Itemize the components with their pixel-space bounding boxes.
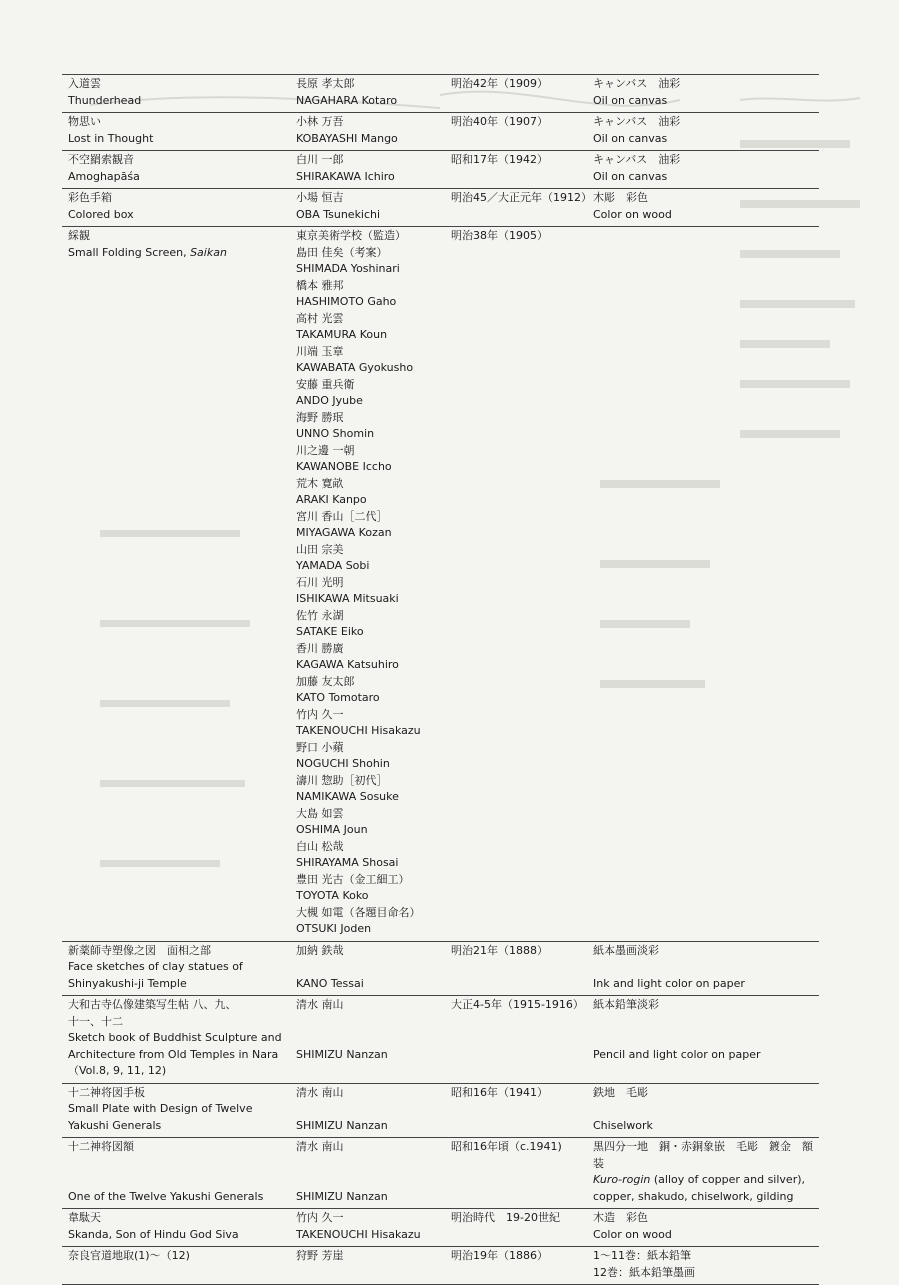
- date-cell-line: 明治42年（1909）: [451, 77, 548, 90]
- title-cell: [62, 228, 290, 938]
- artist-cell-line: SHIMIZU Nanzan: [296, 1047, 388, 1061]
- medium-cell-line: Pencil and light color on paper: [593, 1047, 761, 1061]
- artist-cell-line: KAGAWA Katsuhiro: [296, 658, 399, 671]
- title-cell-line: Colored box: [68, 207, 134, 221]
- title-cell: [62, 1085, 290, 1135]
- title-cell-line: 十一、十二: [68, 1014, 123, 1028]
- date-cell: [445, 1139, 587, 1205]
- table-row: [62, 113, 819, 151]
- title-cell-line: Shinyakushi-ji Temple: [68, 976, 187, 990]
- title-cell-line: Small Plate with Design of Twelve: [68, 1102, 253, 1115]
- date-cell: [445, 997, 587, 1080]
- artist-cell-line: YAMADA Sobi: [296, 559, 370, 572]
- title-cell: [62, 1210, 290, 1243]
- medium-italic-rest: (alloy of copper and silver),: [650, 1173, 806, 1186]
- table-row: [62, 942, 819, 997]
- title-cell-line: [68, 1156, 290, 1173]
- artist-cell-line: 白山 松哉: [296, 839, 344, 853]
- artist-cell-line: TAKAMURA Koun: [296, 328, 388, 341]
- medium-italic: Kuro-rogin: [593, 1173, 651, 1186]
- medium-cell-line: [593, 1101, 819, 1118]
- title-cell-line: 十二神将図手板: [68, 1085, 145, 1099]
- date-cell-line: 明治38年（1905）: [451, 229, 548, 242]
- date-cell: [445, 1248, 587, 1281]
- medium-cell: [587, 228, 819, 938]
- date-cell: [445, 228, 587, 938]
- title-cell-line: 大和古寺仏像建築写生帖 八、九、: [68, 998, 237, 1011]
- artist-cell-line: NAMIKAWA Sosuke: [296, 790, 399, 803]
- title-cell: [62, 1139, 290, 1205]
- artist-cell-line: 香川 勝廣: [296, 641, 344, 655]
- medium-cell-line: 木彫 彩色: [593, 191, 648, 204]
- medium-cell-line: Color on wood: [593, 1227, 672, 1241]
- title-cell: [62, 997, 290, 1080]
- medium-cell-line: Ink and light color on paper: [593, 976, 745, 990]
- date-cell-line: 明治19年（1886）: [451, 1249, 548, 1262]
- medium-cell: [587, 152, 819, 185]
- artist-cell-line: 白川 一郎: [296, 153, 344, 166]
- artist-cell-line: [296, 959, 445, 976]
- artist-cell: [290, 76, 445, 109]
- medium-cell: [587, 1085, 819, 1135]
- artist-cell-line: 長原 孝太郎: [296, 77, 355, 90]
- medium-cell-line: Color on wood: [593, 207, 672, 221]
- medium-cell-line: キャンバス 油彩: [593, 115, 681, 128]
- date-cell: [445, 1085, 587, 1135]
- title-cell-line: Skanda, Son of Hindu God Siva: [68, 1227, 239, 1241]
- title-cell: [62, 152, 290, 185]
- date-cell-line: 明治40年（1907）: [451, 115, 548, 128]
- artist-cell: [290, 114, 445, 147]
- medium-cell: [587, 997, 819, 1080]
- artist-cell-line: [296, 1030, 445, 1047]
- title-cell: [62, 943, 290, 993]
- artist-cell-line: ARAKI Kanpo: [296, 493, 367, 506]
- medium-cell-line: 12巻：紙本鉛筆墨画: [593, 1265, 695, 1279]
- title-cell-line: 物思い: [68, 115, 101, 128]
- artist-cell-line: 大島 如雲: [296, 806, 344, 820]
- artist-cell-line: NOGUCHI Shohin: [296, 757, 390, 770]
- medium-cell-line: Oil on canvas: [593, 169, 668, 183]
- title-cell: [62, 1248, 290, 1281]
- table-row: [62, 1138, 819, 1209]
- title-cell-line: Sketch book of Buddhist Sculpture and: [68, 1031, 282, 1044]
- title-cell-line: 韋駄天: [68, 1211, 101, 1224]
- title-cell-line: Amoghapāśa: [68, 169, 140, 183]
- artist-cell-line: 竹内 久一: [296, 707, 344, 721]
- medium-cell-line: キャンバス 油彩: [593, 153, 681, 166]
- artist-cell-line: ISHIKAWA Mitsuaki: [296, 592, 399, 605]
- title-cell-line: 不空羂索観音: [68, 153, 134, 166]
- artist-cell-line: 竹内 久一: [296, 1211, 344, 1224]
- artist-cell-line: 豊田 光古（金工細工）: [296, 872, 410, 886]
- artist-cell-line: 大槻 如電（各題目命名）: [296, 905, 421, 919]
- artist-cell-line: 東京美術学校（監造）: [296, 229, 406, 242]
- medium-cell-line: [593, 1014, 819, 1031]
- date-cell-line: 昭和16年頃（c.1941): [451, 1140, 562, 1153]
- artist-cell-line: [296, 1156, 445, 1173]
- artist-cell: [290, 228, 445, 938]
- artist-cell-line: TAKENOUCHI Hisakazu: [296, 1227, 421, 1241]
- artist-cell-line: 野口 小蘋: [296, 740, 344, 754]
- title-cell-line: 新薬師寺塑像之図 面相之部: [68, 943, 211, 957]
- artist-cell-line: 荒木 寛畝: [296, 476, 344, 490]
- medium-cell-line: 1〜11巻：紙本鉛筆: [593, 1249, 691, 1262]
- medium-cell: [587, 114, 819, 147]
- medium-cell-line: [593, 1172, 819, 1189]
- medium-cell-line: 装: [593, 1156, 604, 1170]
- title-cell-line: Yakushi Generals: [68, 1118, 162, 1132]
- medium-cell: [587, 1248, 819, 1281]
- artist-cell-line: 石川 光明: [296, 575, 344, 589]
- artist-cell-line: [296, 1014, 445, 1031]
- artist-cell-line: SHIMIZU Nanzan: [296, 1118, 388, 1132]
- title-cell-line: One of the Twelve Yakushi Generals: [68, 1189, 264, 1203]
- artist-cell-line: HASHIMOTO Gaho: [296, 295, 397, 308]
- artist-cell-line: 宮川 香山［二代］: [296, 509, 388, 523]
- artist-cell-line: OSHIMA Joun: [296, 823, 368, 836]
- artist-cell-line: SHIMADA Yoshinari: [296, 262, 400, 275]
- medium-cell-line: Oil on canvas: [593, 131, 668, 145]
- title-cell-line: 綵観: [68, 229, 90, 242]
- date-cell: [445, 190, 592, 223]
- date-cell: [445, 1210, 587, 1243]
- artist-cell-line: 清水 南山: [296, 1085, 344, 1099]
- artist-cell-line: TOYOTA Koko: [296, 889, 369, 902]
- title-cell: [62, 76, 290, 109]
- title-cell-line: [68, 245, 290, 262]
- artist-cell-line: 加藤 友太郎: [296, 674, 355, 688]
- artist-cell-line: SHIMIZU Nanzan: [296, 1189, 388, 1203]
- title-cell-line: Lost in Thought: [68, 131, 154, 145]
- artist-cell: [290, 1210, 445, 1243]
- artist-cell-line: 小林 万吾: [296, 115, 344, 128]
- medium-cell-line: 木造 彩色: [593, 1211, 648, 1224]
- table-row: [62, 75, 819, 113]
- medium-cell-line: [593, 1063, 819, 1080]
- date-cell-line: 明治21年（1888）: [451, 943, 548, 957]
- table-row: [62, 1247, 819, 1285]
- date-cell-line: 明治45／大正元年（1912）: [451, 191, 592, 204]
- title-cell-line: Architecture from Old Temples in Nara: [68, 1047, 279, 1061]
- artist-cell-line: 安藤 重兵衛: [296, 377, 355, 391]
- table-row: [62, 151, 819, 189]
- artist-cell-line: SHIRAKAWA Ichiro: [296, 169, 395, 183]
- artist-cell-line: 海野 勝珉: [296, 410, 344, 424]
- date-cell: [445, 114, 587, 147]
- table-row: [62, 996, 819, 1084]
- artist-cell-line: 山田 宗美: [296, 542, 344, 556]
- title-cell-line: 彩色手箱: [68, 191, 112, 204]
- medium-cell: [587, 1139, 819, 1205]
- title-cell: [62, 190, 290, 223]
- artist-cell-line: 濤川 惣助［初代］: [296, 773, 388, 787]
- artist-cell-line: KOBAYASHI Mango: [296, 131, 398, 145]
- artist-cell-line: OBA Tsunekichi: [296, 207, 381, 221]
- title-cell-line: （Vol.8, 9, 11, 12): [68, 1064, 167, 1077]
- artist-cell-line: SATAKE Eiko: [296, 625, 364, 638]
- artist-cell-line: NAGAHARA Kotaro: [296, 93, 398, 107]
- date-cell: [445, 152, 587, 185]
- artist-cell-line: 小場 恒吉: [296, 191, 344, 204]
- artist-cell-line: SHIRAYAMA Shosai: [296, 856, 399, 869]
- artist-cell-line: [296, 1063, 445, 1080]
- artist-cell-line: [296, 1172, 445, 1189]
- date-cell-line: 昭和16年（1941）: [451, 1085, 548, 1099]
- medium-cell-line: キャンバス 油彩: [593, 77, 681, 90]
- title-en-italic: Saikan: [190, 245, 227, 259]
- title-cell-line: 十二神将図額: [68, 1140, 134, 1153]
- date-cell: [445, 943, 587, 993]
- artist-cell: [290, 1139, 445, 1205]
- date-cell: [445, 76, 587, 109]
- medium-cell-line: 紙本墨画淡彩: [593, 943, 659, 957]
- artwork-list-table: [62, 74, 819, 1285]
- artist-cell-line: MIYAGAWA Kozan: [296, 526, 392, 539]
- artist-cell-line: ANDO Jyube: [296, 394, 363, 407]
- medium-cell-line: Chiselwork: [593, 1118, 653, 1132]
- title-cell-line: Face sketches of clay statues of: [68, 960, 243, 973]
- artist-cell-line: UNNO Shomin: [296, 427, 375, 440]
- date-cell-line: 明治時代 19-20世紀: [451, 1211, 560, 1224]
- artist-cell-line: 川端 玉章: [296, 344, 344, 358]
- table-row: [62, 1209, 819, 1247]
- artist-cell: [290, 1085, 445, 1135]
- artist-cell-line: 清水 南山: [296, 998, 344, 1011]
- artist-cell: [290, 1248, 445, 1281]
- title-cell-line: Thunderhead: [68, 93, 142, 107]
- artist-cell-line: 橋本 雅邦: [296, 278, 344, 292]
- medium-cell: [587, 943, 819, 993]
- artist-cell-line: 高村 光雲: [296, 311, 344, 325]
- medium-cell-line: 黒四分一地 銅・赤銅象嵌 毛彫 鍍金 額: [593, 1140, 813, 1153]
- medium-cell: [587, 1210, 819, 1243]
- artist-cell-line: KAWANOBE Iccho: [296, 460, 392, 473]
- artist-cell-line: 島田 佳矣（考案）: [296, 245, 388, 259]
- title-cell-line: 奈良官道地取(1)〜（12): [68, 1249, 190, 1262]
- artist-cell: [290, 943, 445, 993]
- medium-cell: [587, 190, 819, 223]
- artist-cell-line: KANO Tessai: [296, 976, 364, 990]
- artist-cell: [290, 152, 445, 185]
- medium-cell-line: 紙本鉛筆淡彩: [593, 998, 659, 1011]
- artist-cell-line: 狩野 芳崖: [296, 1249, 344, 1262]
- artist-cell-line: TAKENOUCHI Hisakazu: [296, 724, 421, 737]
- date-cell-line: 大正4-5年（1915-1916）: [451, 998, 584, 1011]
- medium-cell-line: [593, 1030, 819, 1047]
- title-cell-line: [68, 1172, 290, 1189]
- medium-cell-line: 鉄地 毛彫: [593, 1085, 648, 1099]
- medium-cell: [587, 76, 819, 109]
- medium-cell-line: copper, shakudo, chiselwork, gilding: [593, 1189, 794, 1203]
- title-cell: [62, 114, 290, 147]
- artist-cell: [290, 997, 445, 1080]
- table-row: [62, 1084, 819, 1139]
- artist-cell: [290, 190, 445, 223]
- artist-cell-line: KATO Tomotaro: [296, 691, 380, 704]
- title-cell-line: 入道雲: [68, 77, 101, 90]
- artist-cell-line: OTSUKI Joden: [296, 922, 372, 935]
- artist-cell-line: 清水 南山: [296, 1140, 344, 1153]
- title-en-prefix: Small Folding Screen,: [68, 245, 191, 259]
- artist-cell-line: 加納 鉄哉: [296, 943, 344, 957]
- table-row: [62, 189, 819, 227]
- medium-cell-line: [593, 959, 819, 976]
- artist-cell-line: 川之邊 一朝: [296, 443, 355, 457]
- medium-cell-line: Oil on canvas: [593, 93, 668, 107]
- date-cell-line: 昭和17年（1942）: [451, 153, 548, 166]
- artist-cell-line: [296, 1101, 445, 1118]
- table-row: [62, 227, 819, 942]
- artist-cell-line: KAWABATA Gyokusho: [296, 361, 414, 374]
- artist-cell-line: 佐竹 永湖: [296, 608, 344, 622]
